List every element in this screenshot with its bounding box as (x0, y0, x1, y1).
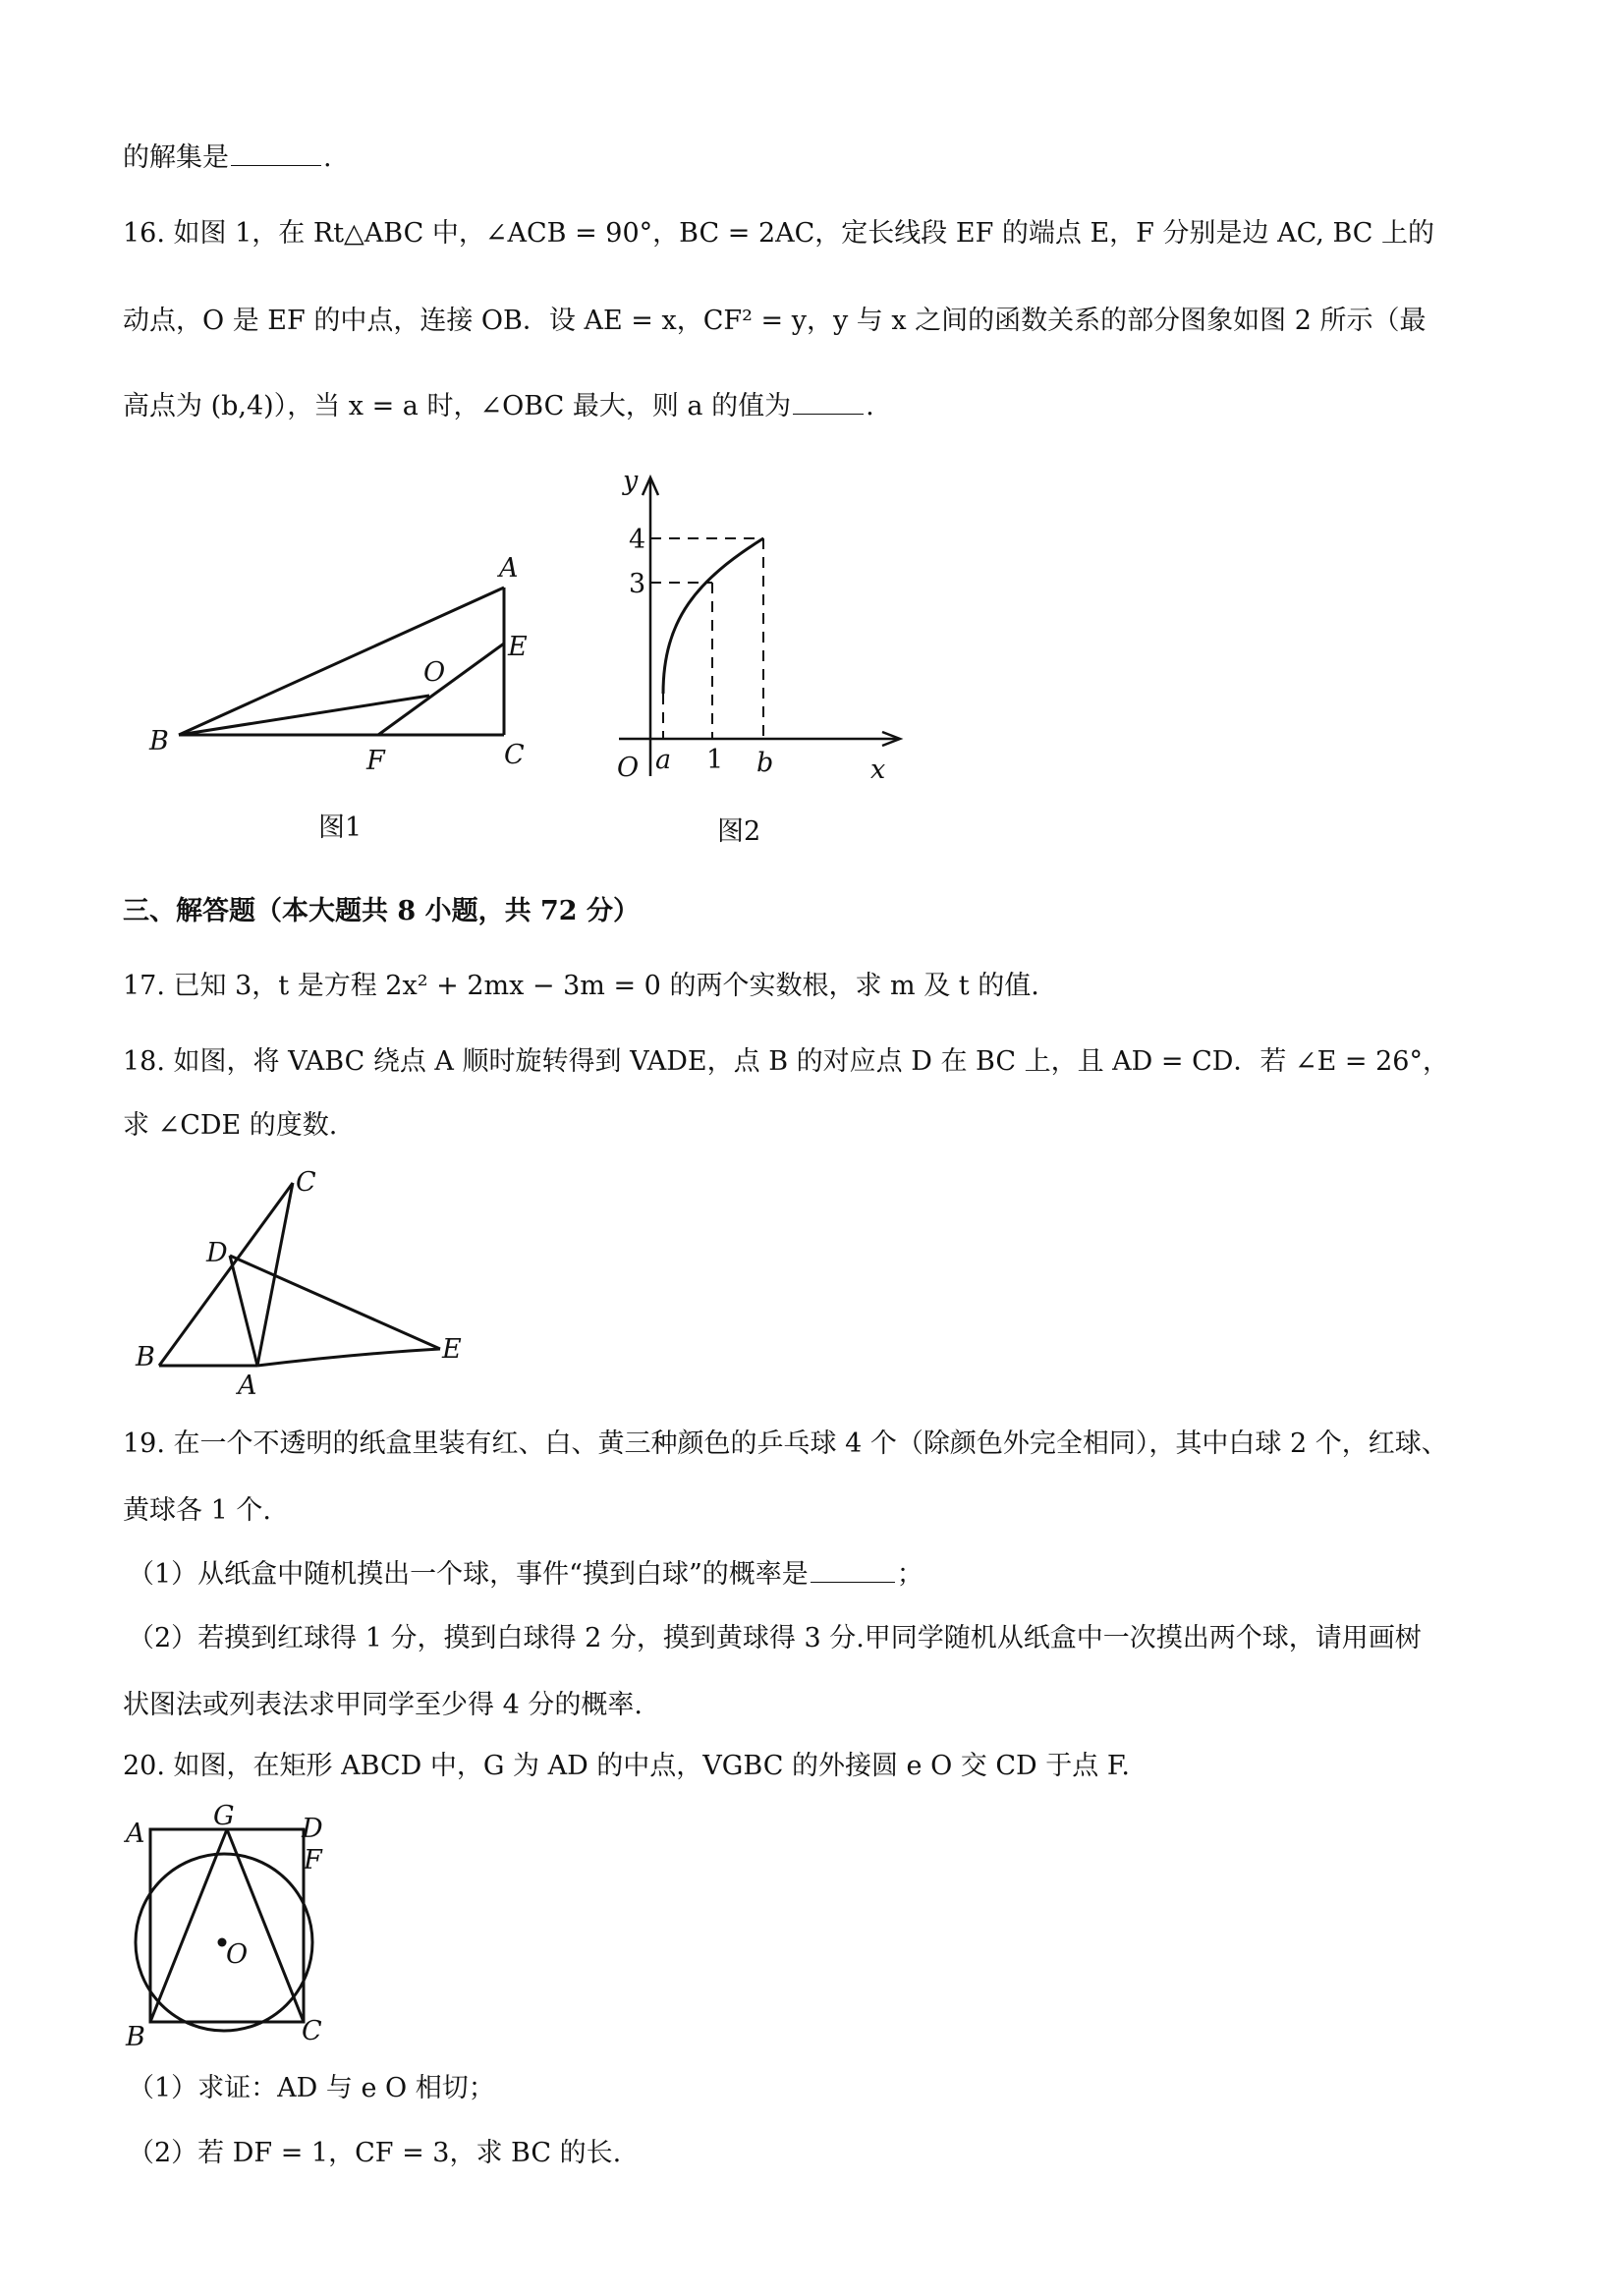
q16-text-3-end: . (866, 391, 874, 421)
fig20-label-B: B (126, 2022, 145, 2052)
q15-tail-line (123, 140, 1528, 176)
fig2-label-b: b (756, 748, 774, 778)
q19-part-2-line-1: （2）若摸到红球得 1 分，摸到白球得 2 分，摸到黄球得 3 分.甲同学随机从纸盒中一次摸出两个球，请用画树 (128, 1623, 1422, 1653)
q17-line: 17. 已知 3，t 是方程 2x² + 2mx − 3m = 0 的两个实数根，求 m 及 t 的值. (123, 971, 1039, 1001)
q19-part-1-text: （1）从纸盒中随机摸出一个球，事件“摸到白球”的概率是 (128, 1559, 809, 1590)
q19-line-2: 黄球各 1 个. (123, 1495, 271, 1526)
q16-text-2: 动点，O 是 EF 的中点，连接 OB．设 AE = x，CF² = y，y 与 x 之间的函数关系的部分图象如图 2 所示（最 (123, 306, 1427, 336)
q20-part-1: （1）求证：AD 与 e O 相切； (128, 2073, 495, 2103)
answer-blank (793, 390, 864, 415)
q16-line-1 (123, 216, 1528, 252)
fig20-label-O: O (226, 1939, 249, 1970)
fig20-label-D: D (302, 1814, 323, 1844)
fig1-label-A: A (499, 553, 519, 584)
fig20-label-G: G (213, 1801, 235, 1831)
fig18-label-C: C (296, 1167, 316, 1198)
fig2-label-3: 3 (629, 569, 646, 599)
q19-part-2-line-2: 状图法或列表法求甲同学至少得 4 分的概率. (123, 1690, 643, 1720)
q20-line: 20. 如图，在矩形 ABCD 中，G 为 AD 的中点，VGBC 的外接圆 e O 交 CD 于点 F. (123, 1751, 1130, 1781)
answer-blank (811, 1558, 895, 1583)
figure-1-triangle (138, 545, 560, 781)
fig2-label-O: O (617, 753, 640, 783)
figure-2-graph (599, 466, 914, 796)
q16-text-3: 高点为 (b,4)），当 x = a 时，∠OBC 最大，则 a 的值为 (123, 391, 792, 421)
q15-tail-text: 的解集是 (123, 142, 229, 173)
fig20-label-C: C (302, 2016, 322, 2046)
fig2-label-x: x (870, 755, 886, 785)
fig2-label-1: 1 (706, 745, 724, 775)
q19-part-1-end: ； (896, 1559, 923, 1590)
figure-20-rect-circle (118, 1801, 354, 2052)
fig1-label-E: E (508, 632, 528, 662)
fig1-label-O: O (423, 657, 446, 688)
fig18-label-E: E (442, 1334, 462, 1365)
fig20-label-F: F (304, 1845, 322, 1876)
q16-text-1: 16. 如图 1，在 Rt△ABC 中，∠ACB = 90°，BC = 2AC，定长线段 EF 的端点 E，F 分别是边 AC, BC 上的 (123, 218, 1435, 249)
fig20-label-A: A (126, 1819, 145, 1849)
fig18-label-D: D (206, 1238, 228, 1268)
figure-18-rotation (128, 1169, 521, 1405)
answer-blank (231, 141, 321, 166)
fig2-label-a: a (655, 745, 672, 775)
q18-line-1: 18. 如图，将 VABC 绕点 A 顺时旋转得到 VADE，点 B 的对应点 D 在 BC 上，且 AD = CD．若 ∠E = 26°， (123, 1046, 1449, 1077)
q16-line-2 (123, 304, 1528, 339)
q20-part-2: （2）若 DF = 1，CF = 3，求 BC 的长. (128, 2138, 622, 2168)
q19-part-1 (128, 1557, 1533, 1593)
q19-line-1: 19. 在一个不透明的纸盒里装有红、白、黄三种颜色的乒乓球 4 个（除颜色外完全相同），其中白球 2 个，红球、 (123, 1428, 1448, 1459)
figure-2-caption: 图2 (717, 816, 761, 847)
fig1-label-C: C (504, 740, 525, 770)
section-3-heading: 三、解答题（本大题共 8 小题，共 72 分） (123, 896, 640, 926)
q16-line-3 (123, 389, 1528, 424)
fig1-label-B: B (149, 726, 169, 756)
q15-tail-period: . (323, 142, 332, 173)
fig2-label-4: 4 (629, 525, 646, 555)
fig18-label-A: A (238, 1371, 257, 1401)
fig1-label-F: F (366, 746, 385, 776)
fig2-label-y: y (623, 466, 639, 496)
q18-line-2: 求 ∠CDE 的度数. (123, 1110, 338, 1141)
figure-1-caption: 图1 (318, 812, 363, 843)
fig18-label-B: B (136, 1342, 155, 1372)
